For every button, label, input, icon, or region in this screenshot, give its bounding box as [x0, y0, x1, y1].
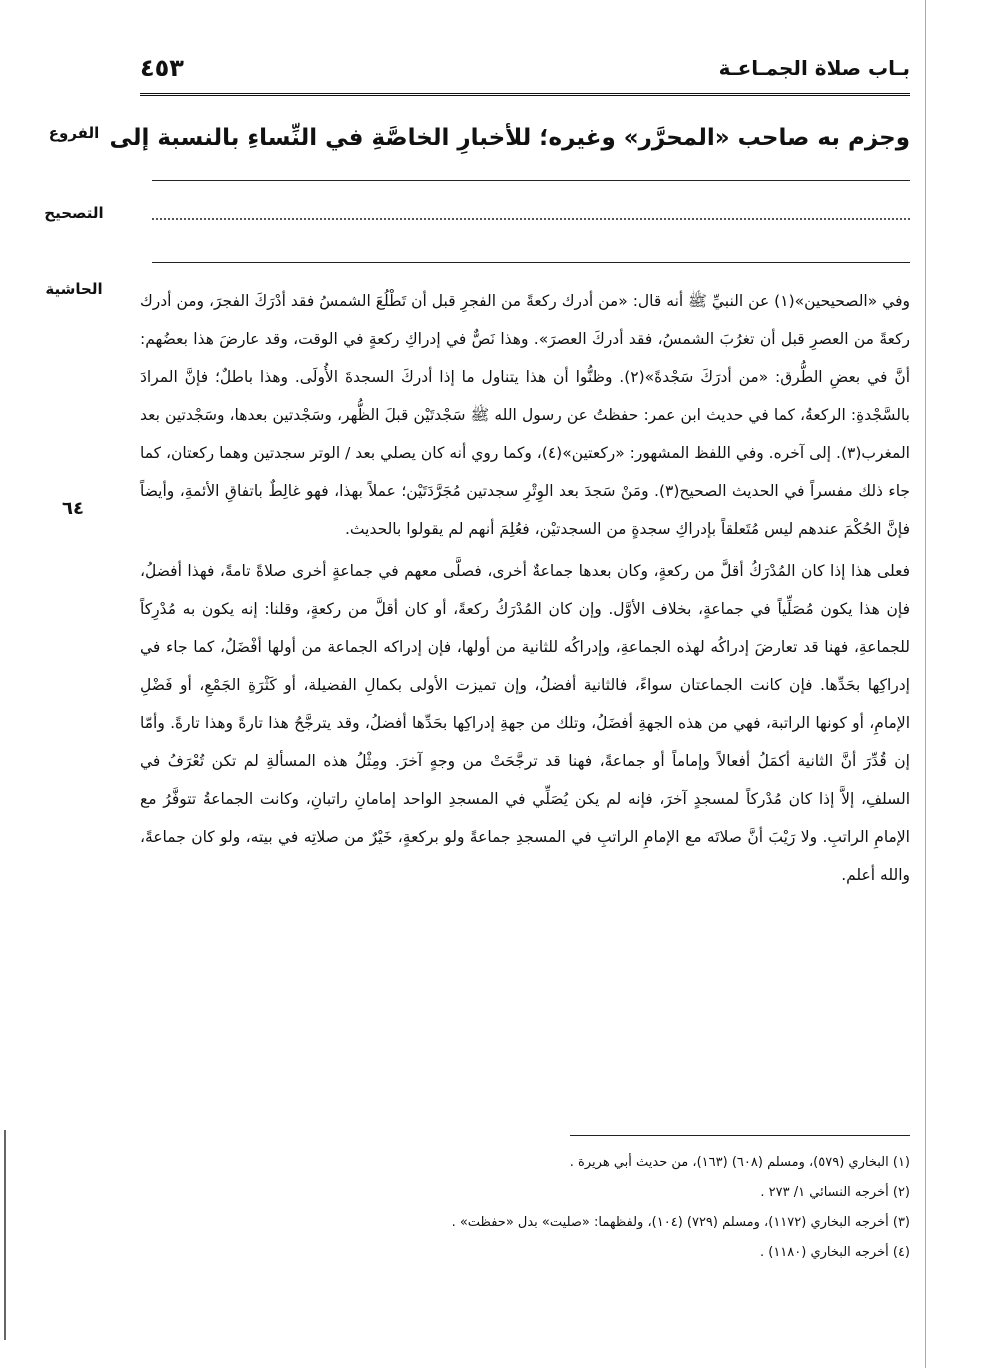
- paragraph: وفي «الصحيحين»(١) عن النبيِّ ﷺ أنه قال: «من أدرك ركعةً من الفجرِ قبل أن تَطْلُعَ الشمسُ فقد أدْرَكَ الفجرَ، ومن أدرك ركعةً من العصرِ قبل أن تغرُبَ الشمسُ، فقد أدركَ العصرَ». وهذا نَصٌّ في إدراكِ ركعةٍ في الوقت، وقد عارضَ هذا بعضُهم: أنَّ في بعضِ الطُّرق: «من أدرَكَ سَجْدةً»(٢). وظنُّوا أن هذا يتناول ما إذا أدركَ السجدةَ الأُولَى. وهذا باطلٌ؛ فإنَّ المرادَ بالسَّجْدةِ: الركعةُ، كما في حديث ابن عمر: حفظتُ عن رسول الله ﷺ سَجْدتَيْن قبلَ الظُّهر، وسَجْدتين بعدها، وسَجْدتين بعد المغرب(٣). إلى آخره. وفي اللفظ المشهور: «ركعتين»(٤)، وكما روي أنه كان يصلي بعد / الوتر سجدتين وهما ركعتان، كما جاء ذلك مفسراً في الحديث الصحيح(٣). ومَنْ سَجدَ بعد الوِتْرِ سجدتين مُجَرَّدَتَيْن؛ عملاً بهذا، فهو غالِطٌ باتفاقِ الأئمةِ، وأيضاً فإنَّ الحُكْمَ عندهم ليس مُتَعلقاً بإدراكِ سجدةٍ من السجدتيْن، فعُلِمَ أنهم لم يقولوا بالحديث.: [140, 292, 911, 538]
- section-label-tashih: التصحيح: [44, 204, 104, 222]
- header-divider: [140, 93, 910, 96]
- footnote-item: (٢) أخرجه النسائي ١/ ٢٧٣ .: [760, 1185, 910, 1200]
- furu-text: وجزم به صاحب «المحرَّر» وغيره؛ للأخبارِ الخاصَّةِ في النِّساءِ بالنسبة إلى: [109, 125, 910, 151]
- chapter-title: بـاب صلاة الجمـاعـة: [718, 56, 910, 80]
- footnote-item: (٤) أخرجه البخاري (١١٨٠) .: [759, 1245, 910, 1260]
- paragraph: فعلى هذا إذا كان المُدْرَكُ أقلَّ من ركعةٍ، وكان بعدها جماعةٌ أخرى، فصلَّى معهم في جماعةٍ أخرى صلاةً تامةً، فهذا أفضلُ، فإن هذا يكون مُصَلِّياً في جماعةٍ، بخلاف الأوَّل. وإن كان المُدْرَكُ ركعةً، أو كان أقلَّ من ركعةٍ، وقلنا: إنه يكون به مُدْرِكاً للجماعةِ، فهنا قد تعارضَ إدراكُه لهذه الجماعةِ، وإدراكُه للثانية من أولها، فإن إدراكه الجماعة من أولها أفْضَلُ، كما جاء في إدراكِها بحَدِّها. فإن كانت الجماعتان سواءً، فالثانية أفضلُ، وإن تميزت الأولى بكمالِ الفضيلة، أو كَثْرَةِ الجَمْعِ، أو فَضْلِ الإمامِ، أو كونها الراتبة، فهي من هذه الجهةِ أفضَلُ، وتلك من جهةِ إدراكِها بحَدِّها أفضلُ، وقد يترجَّحُ هذا تارةً وهذا تارةً. وأمّا إن قُدِّرَ أنَّ الثانية أكمَلُ أفعالاً وإماماً أو جماعةً، فهنا قد ترجَّحَتْ من وجهٍ آخرَ. ومِثْلُ هذه المسألةِ لم تكن تُعْرَفُ في السلفِ، إلاَّ إذا كان مُدْركاً لمسجدٍ آخرَ، فإنه لم يكن يُصَلِّي في المسجدِ الواحد إمامانِ راتبانِ، وكانت الجماعةُ تتوفَّرُ مع الإمامِ الراتبِ. ولا رَيْبَ أنَّ صلاتَه مع الإمامِ الراتبِ في المسجدِ جماعةً ولو بركعةٍ، خَيْرٌ من صلاتِه في بيته، ولو كان جماعةً، والله أعلم.: [140, 562, 910, 884]
- tashih-dotted-line: [152, 218, 910, 220]
- section-label-hashiya: الحاشية: [45, 280, 103, 298]
- footnote-divider: [570, 1135, 910, 1136]
- page-number: ٤٥٣: [140, 54, 184, 82]
- tashih-divider: [152, 262, 910, 263]
- scan-fold-line: [925, 0, 926, 1368]
- footnotes: [140, 1148, 910, 1268]
- footnote-item: (٣) أخرجه البخاري (١١٧٢)، ومسلم (٧٢٩) (١٠٤)، ولفظهما: «صليت» بدل «حفظت» .: [451, 1215, 910, 1230]
- furu-divider: [152, 180, 910, 181]
- margin-page-number: ٦٤: [62, 498, 84, 519]
- page-header: [140, 50, 910, 90]
- section-label-furu: الفروع: [48, 124, 100, 142]
- hashiya-body: [140, 282, 910, 898]
- footnote-item: (١) البخاري (٥٧٩)، ومسلم (٦٠٨) (١٦٣)، من حديث أبي هريرة .: [569, 1155, 910, 1170]
- scan-edge-mark: [4, 1130, 6, 1340]
